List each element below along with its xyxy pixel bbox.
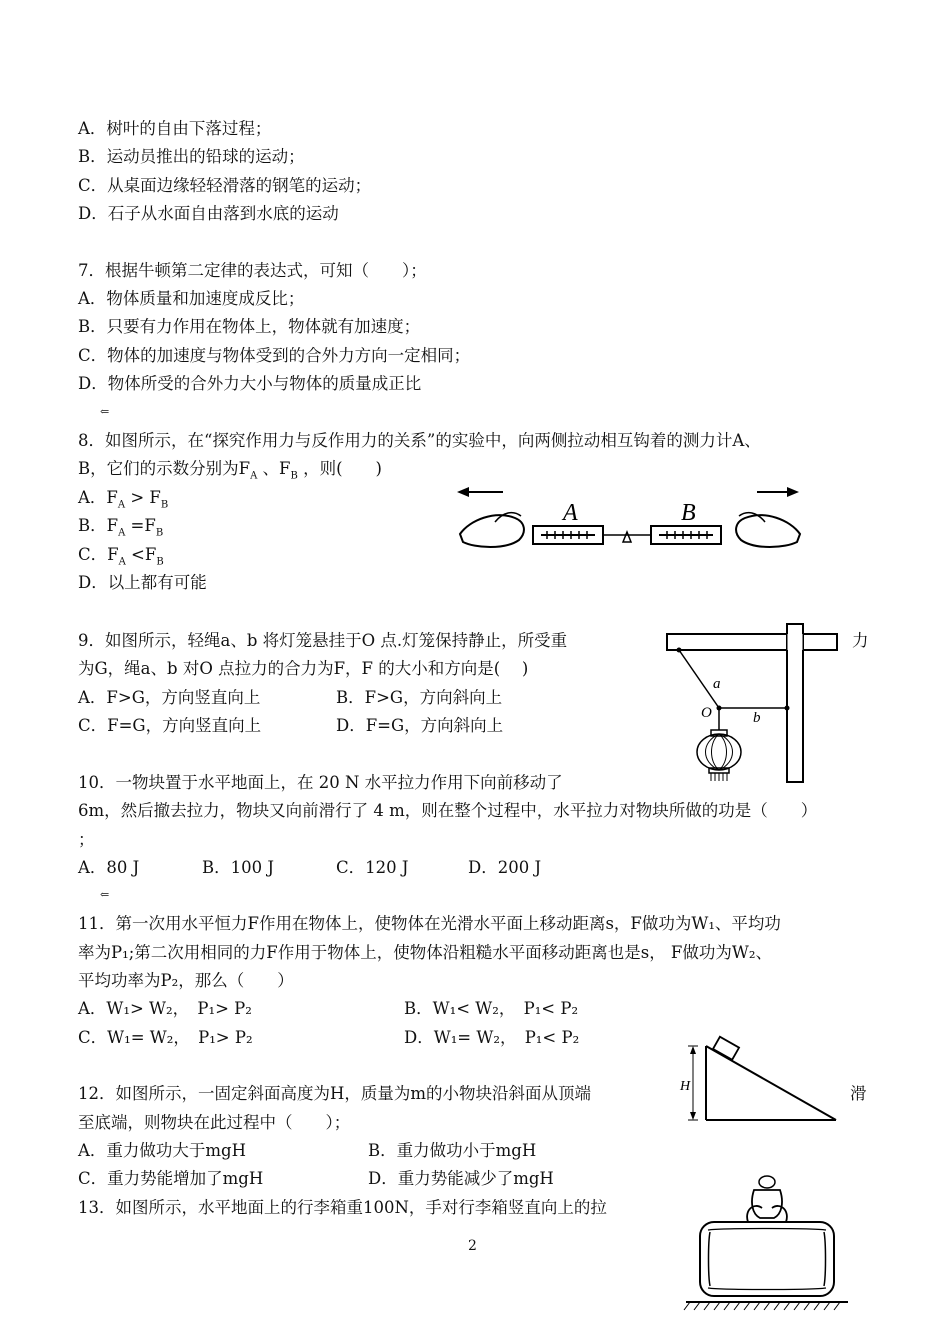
rope-a-label: a — [713, 676, 721, 692]
q7-option-b: B．只要有力作用在物体上，物体就有加速度； — [78, 317, 421, 336]
point-o-label: O — [701, 705, 712, 721]
suitcase-figure — [682, 1172, 852, 1312]
q9-stem-line2: 为G，绳a、b 对O 点拉力的合力为F，F 的大小和方向是( ) — [78, 659, 529, 678]
q12-stem-tail: 滑 — [850, 1084, 867, 1103]
label-b: B — [681, 500, 696, 526]
q10-stem-line2: 6m，然后撤去拉力，物块又向前滑行了 4 m，则在整个过程中，水平拉力对物块所做的功是（ ） — [78, 801, 818, 820]
q7-option-a: A．物体质量和加速度成反比； — [78, 289, 305, 308]
q12-option-d: D．重力势能减少了mgH — [368, 1169, 554, 1188]
rope-b-label: b — [753, 710, 761, 726]
incline-figure — [680, 1036, 840, 1124]
q11-option-c: C．W₁= W₂， P₁> P₂ — [78, 1028, 253, 1047]
q6-option-b: B．运动员推出的铅球的运动； — [78, 147, 305, 166]
q6-option-c: C．从桌面边缘轻轻滑落的钢笔的运动； — [78, 176, 372, 195]
q8-option-a: A．$F_A > F_B$ — [78, 488, 169, 511]
q10-stem-line3: ； — [78, 830, 95, 849]
q8-option-d: D．以上都有可能 — [78, 573, 207, 592]
q10-option-d: D．200 J — [468, 858, 542, 877]
label-a: A — [563, 500, 578, 526]
q11-stem-line3: 平均功率为P₂，那么（ ） — [78, 971, 294, 990]
q9-option-d: D．F=G，方向斜向上 — [336, 716, 504, 735]
q12-stem-line1: 12．如图所示，一固定斜面高度为H，质量为m的小物块沿斜面从顶端 — [78, 1084, 592, 1103]
q7-option-c: C．物体的加速度与物体受到的合外力方向一定相同； — [78, 346, 471, 365]
q8-option-c: C．$F_A <F_B$ — [78, 545, 164, 568]
q12-option-a: A．重力做功大于mgH — [78, 1141, 247, 1160]
q6-option-a: A．树叶的自由下落过程； — [78, 119, 272, 138]
q7-paragraph-mark: ⇐ — [100, 405, 110, 418]
lantern-figure — [665, 622, 845, 784]
q9-option-c: C．F=G，方向竖直向上 — [78, 716, 262, 735]
q9-stem-tail: 力 — [852, 631, 869, 650]
q8-option-b: B．$F_A =F_B$ — [78, 516, 164, 539]
q7-stem: 7．根据牛顿第二定律的表达式，可知（ ）； — [78, 261, 427, 280]
q10-paragraph-mark: ⇐ — [100, 888, 110, 901]
q8-stem-line2: B，它们的示数分别为$F_A$ 、$F_B$ ，则( ) — [78, 459, 382, 482]
q11-stem-line2: 率为P₁;第二次用相同的力F作用于物体上，使物体沿粗糙水平面移动距离也是s， F做功为W₂、 — [78, 943, 772, 962]
q7-option-d: D．物体所受的合外力大小与物体的质量成正比 — [78, 374, 422, 393]
height-label: H — [680, 1079, 691, 1094]
q8-stem-line1: 8．如图所示，在“探究作用力与反作用力的关系”的实验中，向两侧拉动相互钩着的测力计A、 — [78, 431, 761, 450]
q10-stem-line1: 10．一物块置于水平地面上，在 20 N 水平拉力作用下向前移动了 — [78, 773, 563, 792]
q10-option-a: A．80 J — [78, 858, 140, 877]
q9-option-a: A．F>G，方向竖直向上 — [78, 688, 261, 707]
q12-stem-line2: 至底端，则物块在此过程中（ ）； — [78, 1113, 351, 1132]
q11-option-b: B．W₁< W₂， P₁< P₂ — [404, 999, 579, 1018]
q11-option-d: D．W₁= W₂， P₁< P₂ — [404, 1028, 580, 1047]
page-number: 2 — [468, 1238, 477, 1254]
q10-option-b: B．100 J — [202, 858, 274, 877]
q9-stem-line1: 9．如图所示，轻绳a、b 将灯笼悬挂于O 点.灯笼保持静止，所受重 — [78, 631, 568, 650]
q12-option-c: C．重力势能增加了mgH — [78, 1169, 264, 1188]
q11-stem-line1: 11．第一次用水平恒力F作用在物体上，使物体在光滑水平面上移动距离s，F做功为W₁、平均功 — [78, 914, 781, 933]
q11-option-a: A．W₁> W₂， P₁> P₂ — [78, 999, 252, 1018]
q12-option-b: B．重力做功小于mgH — [368, 1141, 537, 1160]
q6-option-d: D．石子从水面自由落到水底的运动 — [78, 204, 339, 223]
q13-stem-line1: 13．如图所示，水平地面上的行李箱重100N，手对行李箱竖直向上的拉 — [78, 1198, 607, 1217]
q9-option-b: B．F>G，方向斜向上 — [336, 688, 503, 707]
spring-scale-figure — [455, 482, 805, 562]
q10-option-c: C．120 J — [336, 858, 409, 877]
